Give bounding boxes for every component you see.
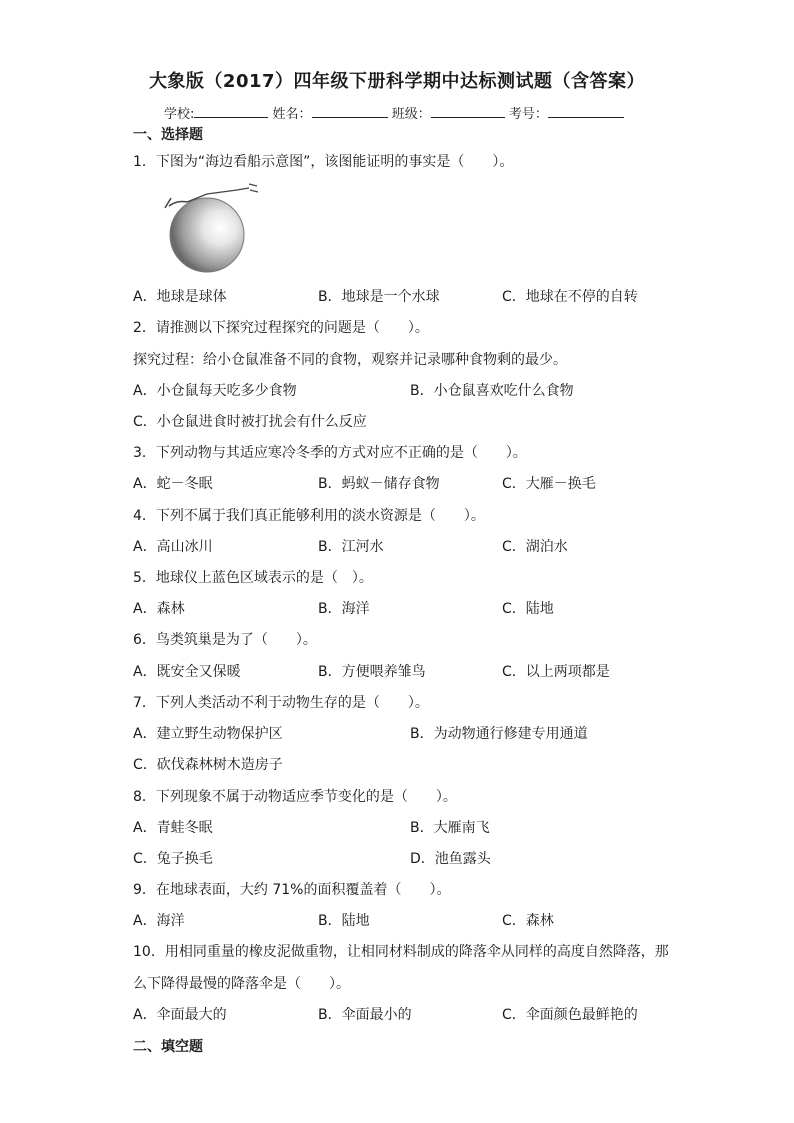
class-label: 班级： [391, 107, 431, 122]
question-1-option-c: C．地球在不停的自转 [502, 289, 638, 305]
student-info-line [164, 103, 624, 122]
question-4-option-c: C．湖泊水 [502, 539, 568, 555]
question-5-option-a: A．森林 [133, 601, 185, 617]
question-4-option-a: A．高山冰川 [133, 539, 213, 555]
question-9-option-c: C．森林 [502, 913, 554, 929]
number-blank [548, 105, 624, 118]
question-10-option-c: C．伞面颜色最鲜艳的 [502, 1007, 638, 1023]
name-label: 姓名： [272, 107, 312, 122]
school-blank [194, 105, 268, 118]
question-3-option-a: A．蛇－冬眠 [133, 476, 213, 492]
question-5-stem: 5．地球仪上蓝色区域表示的是（ ）。 [133, 570, 373, 586]
school-label: 学校: [164, 107, 195, 122]
question-2-option-c: C．小仓鼠进食时被打扰会有什么反应 [133, 414, 367, 430]
question-3-option-c: C．大雁－换毛 [502, 476, 596, 492]
question-10-option-a: A．伞面最大的 [133, 1007, 227, 1023]
question-9-option-b: B．陆地 [318, 913, 370, 929]
question-4-stem: 4．下列不属于我们真正能够利用的淡水资源是（ ）。 [133, 508, 485, 524]
question-6-option-b: B．方便喂养雏鸟 [318, 664, 426, 680]
question-9-stem: 9．在地球表面，大约 71%的面积覆盖着（ ）。 [133, 882, 451, 898]
question-10-option-b: B．伞面最小的 [318, 1007, 412, 1023]
page-title: 大象版（2017）四年级下册科学期中达标测试题（含答案） [148, 71, 646, 92]
globe-ship-figure [157, 180, 267, 280]
question-2-option-b: B．小仓鼠喜欢吃什么食物 [410, 383, 574, 399]
question-1-option-b: B．地球是一个水球 [318, 289, 440, 305]
question-4-option-b: B．江河水 [318, 539, 384, 555]
section-heading-choice: 一、选择题 [133, 127, 203, 143]
question-2-note: 探究过程：给小仓鼠准备不同的食物，观察并记录哪种食物剩的最少。 [133, 352, 567, 368]
question-6-stem: 6．鸟类筑巢是为了（ ）。 [133, 632, 317, 648]
question-6-option-c: C．以上两项都是 [502, 664, 610, 680]
question-7-option-b: B．为动物通行修建专用通道 [410, 726, 588, 742]
question-8-option-b: B．大雁南飞 [410, 820, 490, 836]
question-10-stem-line1: 10．用相同重量的橡皮泥做重物，让相同材料制成的降落伞从同样的高度自然降落，那 [133, 944, 669, 960]
question-1-option-a: A．地球是球体 [133, 289, 227, 305]
number-label: 考号： [508, 107, 548, 122]
section-heading-fill: 二、填空题 [133, 1039, 203, 1055]
question-1-stem: 1．下图为“海边看船示意图”，该图能证明的事实是（ ）。 [133, 154, 514, 170]
class-blank [431, 105, 505, 118]
question-3-stem: 3．下列动物与其适应寒冷冬季的方式对应不正确的是（ ）。 [133, 445, 527, 461]
question-10-stem-line2: 么下降得最慢的降落伞是（ ）。 [133, 976, 350, 992]
question-8-option-a: A．青蛙冬眠 [133, 820, 213, 836]
question-3-option-b: B．蚂蚁－储存食物 [318, 476, 440, 492]
question-5-option-b: B．海洋 [318, 601, 370, 617]
question-2-stem: 2．请推测以下探究过程探究的问题是（ ）。 [133, 320, 429, 336]
question-7-stem: 7．下列人类活动不利于动物生存的是（ ）。 [133, 695, 429, 711]
question-6-option-a: A．既安全又保暖 [133, 664, 241, 680]
question-2-option-a: A．小仓鼠每天吃多少食物 [133, 383, 297, 399]
name-blank [312, 105, 388, 118]
question-9-option-a: A．海洋 [133, 913, 185, 929]
question-7-option-c: C．砍伐森林树木造房子 [133, 757, 283, 773]
question-7-option-a: A．建立野生动物保护区 [133, 726, 283, 742]
question-8-option-d: D．池鱼露头 [410, 851, 491, 867]
question-5-option-c: C．陆地 [502, 601, 554, 617]
question-8-stem: 8．下列现象不属于动物适应季节变化的是（ ）。 [133, 789, 457, 805]
question-8-option-c: C．兔子换毛 [133, 851, 213, 867]
